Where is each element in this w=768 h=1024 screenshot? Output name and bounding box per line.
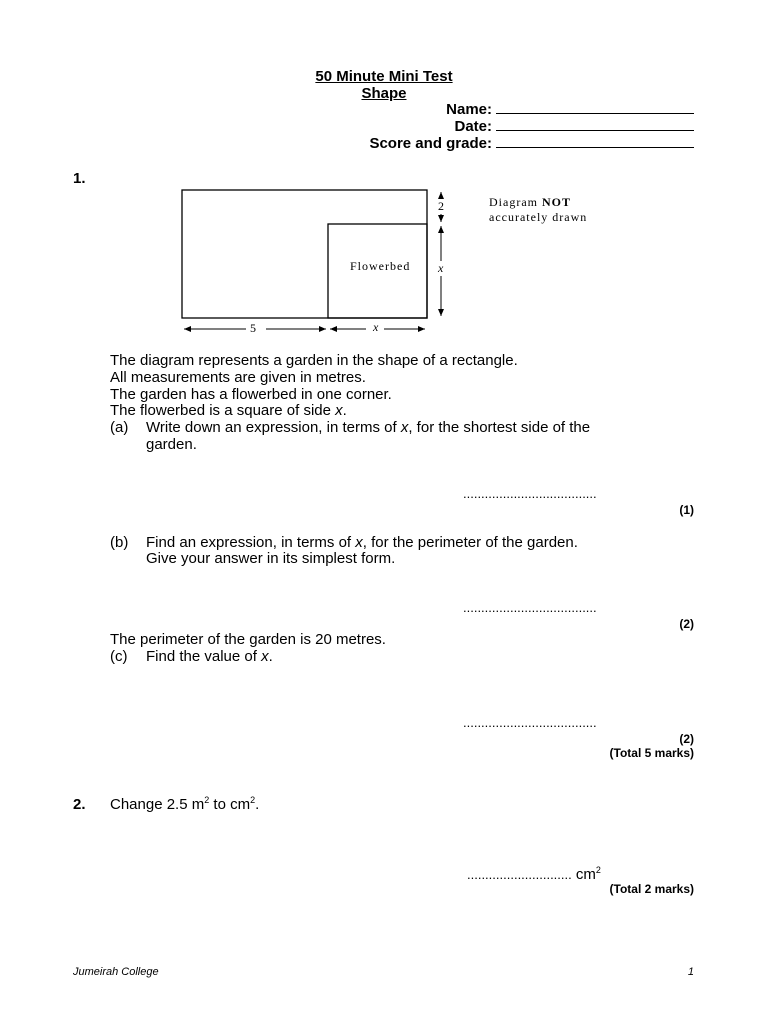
flowerbed-label: Flowerbed <box>350 259 411 273</box>
q1a-text-line2: garden. <box>146 436 197 453</box>
var-x: x <box>335 402 343 419</box>
q1c-text-pre: Find the value of <box>146 648 262 665</box>
q1b-text-pre: Find an expression, in terms of <box>146 534 356 551</box>
q2-answer-sup: 2 <box>595 865 601 875</box>
q1b-answer-line[interactable]: ..................................... <box>463 600 597 615</box>
dim-top-label: 2 <box>438 199 444 213</box>
q1-number: 1. <box>73 170 86 187</box>
var-x: x <box>355 534 363 551</box>
q1a-label: (a) <box>110 419 129 436</box>
q1-intro-line-4-end: . <box>342 402 347 419</box>
score-row <box>369 135 694 152</box>
q1a-text <box>146 419 590 436</box>
diagram-note-line2: accurately drawn <box>489 210 588 224</box>
dim-side-label: x <box>438 261 444 275</box>
q2-total-marks: (Total 2 marks) <box>609 882 694 896</box>
date-row <box>454 118 694 135</box>
q1b-text <box>146 534 578 551</box>
diagram-note-prefix: Diagram <box>489 195 538 209</box>
q2-answer[interactable] <box>467 866 601 883</box>
diagram-note <box>489 195 571 210</box>
q2-text-pre: Change 2.5 m <box>110 796 205 813</box>
q2-text-mid: to cm <box>209 796 251 813</box>
q1a-text-pre: Write down an expression, in terms of <box>146 419 401 436</box>
q1c-text-post: . <box>268 648 273 665</box>
q1-intro-line-2: All measurements are given in metres. <box>110 369 366 386</box>
q2-text <box>110 796 259 813</box>
q1b-marks: (2) <box>679 617 694 631</box>
q1a-marks: (1) <box>679 503 694 517</box>
q2-number: 2. <box>73 796 86 813</box>
q2-answer-unit: cm <box>575 866 596 883</box>
test-subtitle: Shape <box>361 85 407 102</box>
q2-text-post: . <box>255 796 260 813</box>
garden-rectangle <box>182 190 427 318</box>
dim-bottom-left-label: 5 <box>250 321 256 335</box>
q1a-text-post: , for the shortest side of the <box>408 419 591 436</box>
perimeter-statement: The perimeter of the garden is 20 metres. <box>110 631 386 648</box>
q1-intro-line-3: The garden has a flowerbed in one corner. <box>110 386 392 403</box>
q1b-text-post: , for the perimeter of the garden. <box>362 534 578 551</box>
garden-diagram <box>170 182 460 342</box>
q1-intro-line-4-text: The flowerbed is a square of side <box>110 402 336 419</box>
q2-sup1: 2 <box>204 795 210 805</box>
q1c-answer-line[interactable]: ..................................... <box>463 715 597 730</box>
footer-school: Jumeirah College <box>73 966 159 978</box>
q1b-label: (b) <box>110 534 129 551</box>
dim-bottom-right-label: x <box>373 320 379 334</box>
q1b-text-line2: Give your answer in its simplest form. <box>146 550 396 567</box>
var-x: x <box>261 648 269 665</box>
score-line[interactable] <box>496 135 694 148</box>
score-label: Score and grade: <box>369 135 492 152</box>
q1-intro-line-4 <box>110 402 347 419</box>
q1c-marks: (2) <box>679 732 694 746</box>
diagram-note-bold: NOT <box>541 195 571 209</box>
name-row <box>446 101 694 118</box>
q1c-text <box>146 648 273 665</box>
name-line[interactable] <box>496 101 694 114</box>
q1-total-marks: (Total 5 marks) <box>609 746 694 760</box>
test-title: 50 Minute Mini Test <box>315 68 453 85</box>
name-label: Name: <box>446 101 492 118</box>
var-x: x <box>400 419 409 436</box>
q2-sup2: 2 <box>250 795 256 805</box>
date-label: Date: <box>454 118 492 135</box>
footer-page-number: 1 <box>687 966 694 978</box>
date-line[interactable] <box>496 118 694 131</box>
q1-intro-line-1: The diagram represents a garden in the shape of a rectangle. <box>110 352 518 369</box>
q2-answer-line[interactable]: ............................. <box>467 867 572 882</box>
q1c-label: (c) <box>110 648 128 665</box>
q1a-answer-line[interactable]: ..................................... <box>463 486 597 501</box>
